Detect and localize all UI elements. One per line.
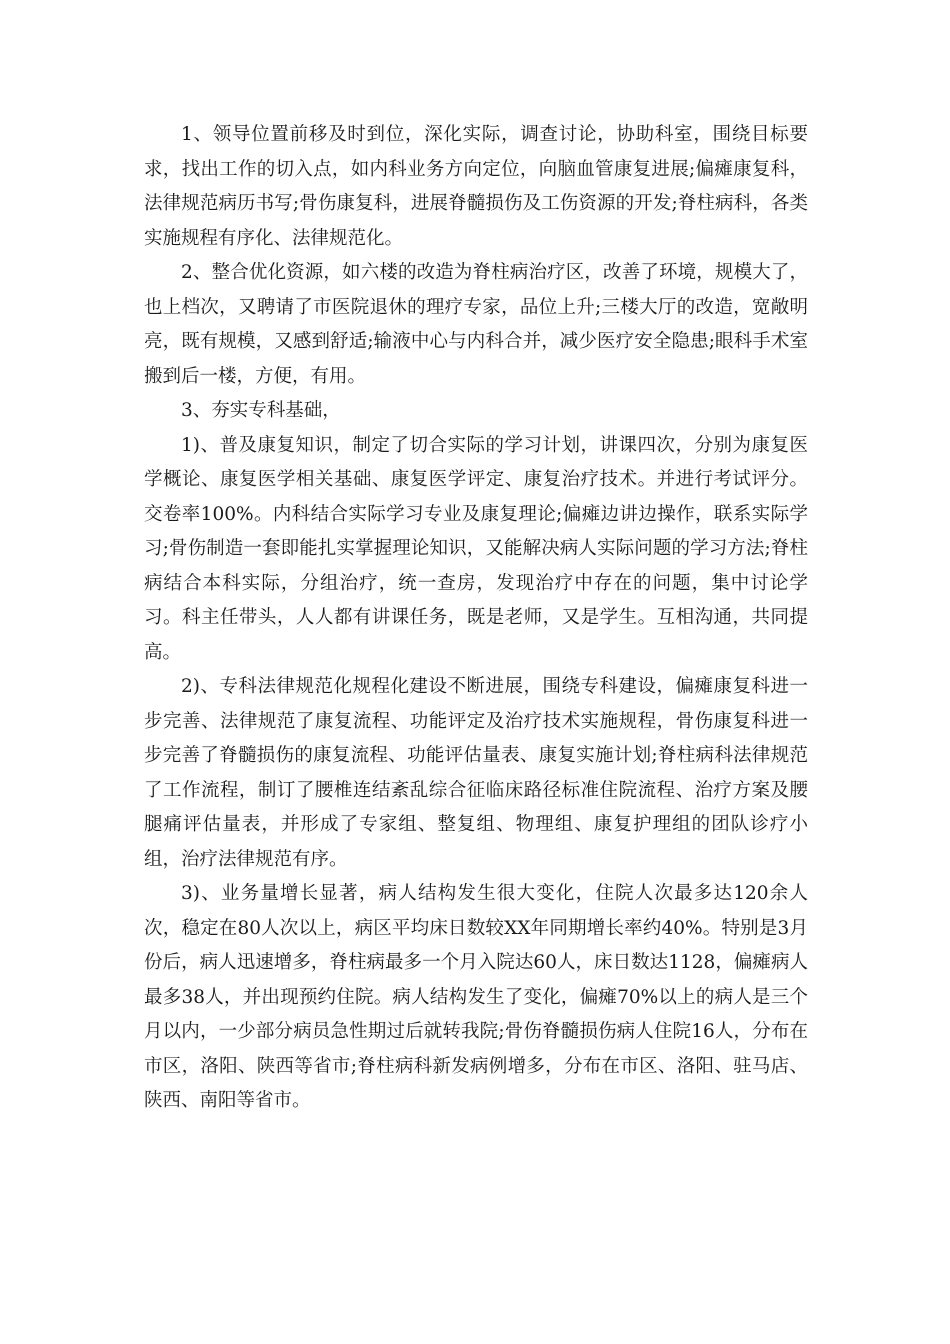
paragraph-business-growth: 3)、业务量增长显著，病人结构发生很大变化，住院人次最多达120余人次，稳定在80人次以上，病区平均床日数较XX年同期增长率约40%。特别是3月份后，病人迅速增多，脊柱病最多一个月入院达60人，床日数达1128，偏瘫病人最多38人，并出现预约住院。病人结构发生了变化，偏瘫70%以上的病人是三个月以内，一少部分病员急性期过后就转我院;骨伤脊髓损伤病人住院16人，分布在市区，洛阳、陕西等省市;脊柱病科新发病例增多，分布在市区、洛阳、驻马店、陕西、南阳等省市。 — [144, 883, 808, 1111]
document-body — [144, 118, 808, 1119]
paragraph-rehab-knowledge: 1)、普及康复知识，制定了切合实际的学习计划，讲课四次，分别为康复医学概论、康复医学相关基础、康复医学评定、康复治疗技术。并进行考试评分。交卷率100%。内科结合实际学习专业及康复理论;偏瘫边讲边操作，联系实际学习;骨伤制造一套即能扎实掌握理论知识，又能解决病人实际问题的学习方法;脊柱病结合本科实际，分组治疗，统一查房，发现治疗中存在的问题，集中讨论学习。科主任带头，人人都有讲课任务，既是老师，又是学生。互相沟通，共同提高。 — [144, 434, 808, 663]
paragraph-resources: 2、整合优化资源，如六楼的改造为脊柱病治疗区，改善了环境，规模大了，也上档次，又聘请了市医院退休的理疗专家，品位上升;三楼大厅的改造，宽敞明亮，既有规模，又感到舒适;输液中心与内科合并，减少医疗安全隐患;眼科手术室搬到后一楼，方便，有用。 — [144, 262, 808, 387]
paragraph-specialty-heading: 3、夯实专科基础， — [181, 400, 341, 421]
paragraph-standardization: 2)、专科法律规范化规程化建设不断进展，围绕专科建设，偏瘫康复科进一步完善、法律规范了康复流程、功能评定及治疗技术实施规程，骨伤康复科进一步完善了脊髓损伤的康复流程、功能评估量表、康复实施计划;脊柱病科法律规范了工作流程，制订了腰椎连结紊乱综合征临床路径标准住院流程、治疗方案及腰腿痛评估量表，并形成了专家组、整复组、物理组、康复护理组的团队诊疗小组，治疗法律规范有序。 — [144, 676, 808, 870]
paragraph-leadership: 1、领导位置前移及时到位，深化实际，调查讨论，协助科室，围绕目标要求，找出工作的切入点，如内科业务方向定位，向脑血管康复进展;偏瘫康复科，法律规范病历书写;骨伤康复科，进展脊髓损伤及工伤资源的开发;脊柱病科，各类实施规程有序化、法律规范化。 — [144, 124, 808, 249]
